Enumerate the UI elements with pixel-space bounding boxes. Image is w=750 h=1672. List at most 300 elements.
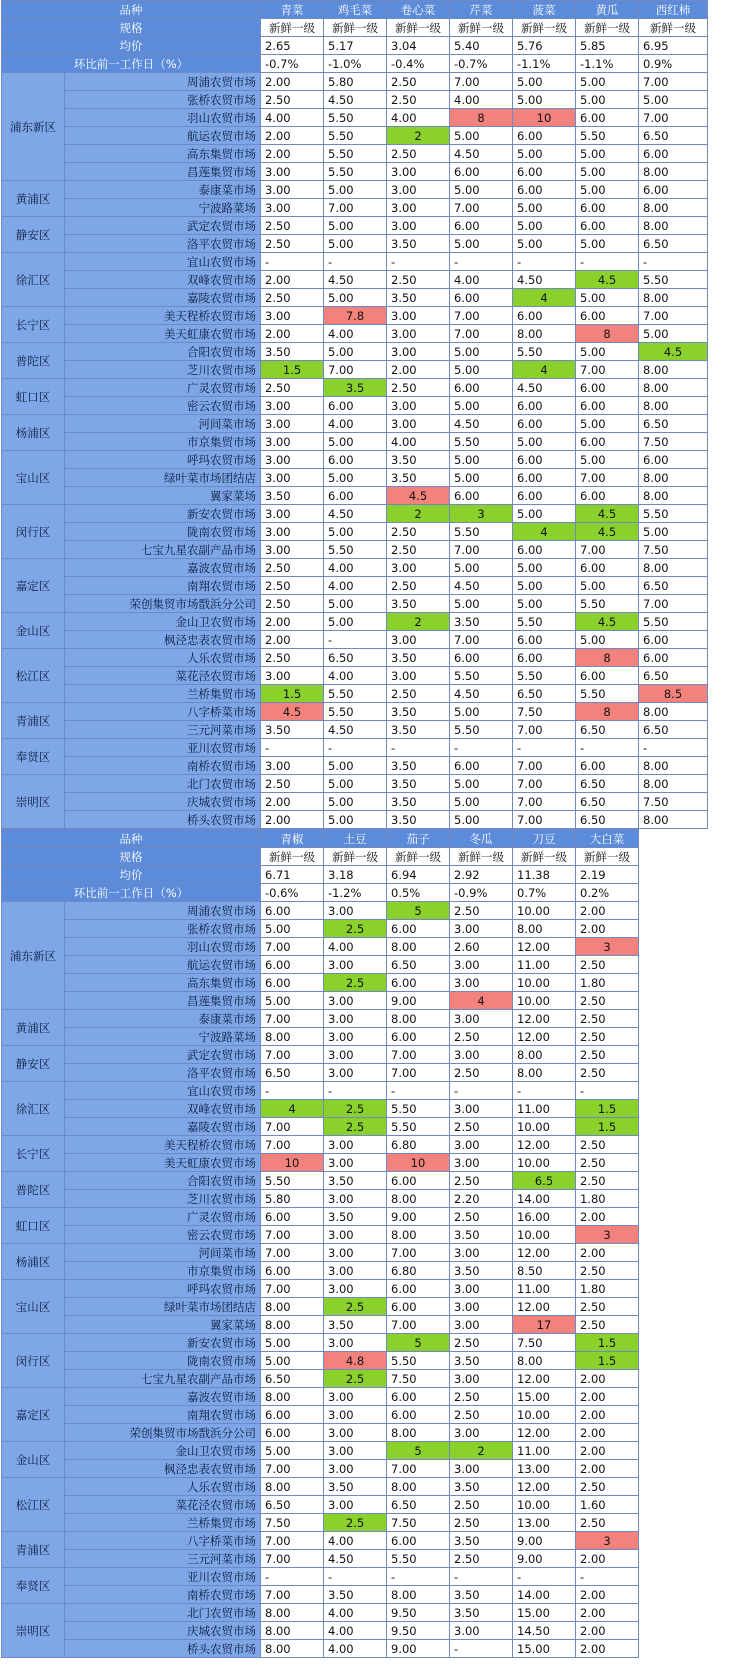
table-row — [2, 73, 708, 91]
empty-cell — [639, 920, 708, 938]
price-cell: 3.00 — [450, 1424, 513, 1442]
table-row — [2, 1586, 708, 1604]
table-row — [2, 1622, 708, 1640]
column-spec: 新鲜一级 — [261, 19, 324, 37]
price-cell: 4.00 — [324, 938, 387, 956]
price-cell: 6.50 — [261, 1496, 324, 1514]
price-cell: 3.50 — [450, 1478, 513, 1496]
price-cell: 7.00 — [513, 721, 576, 739]
price-cell: 3.00 — [261, 469, 324, 487]
price-cell: 3.00 — [324, 1424, 387, 1442]
price-cell: - — [639, 739, 708, 757]
price-cell: 2.00 — [576, 1604, 639, 1622]
price-cell: 5.00 — [450, 793, 513, 811]
price-cell: 4.50 — [324, 91, 387, 109]
price-cell: 2.50 — [261, 235, 324, 253]
column-change: -0.7% — [261, 55, 324, 73]
price-cell-low: 2.5 — [324, 920, 387, 938]
price-cell: 7.00 — [639, 73, 708, 91]
price-cell: 5.00 — [324, 343, 387, 361]
price-cell-high: 4 — [450, 992, 513, 1010]
price-cell: 10.00 — [513, 1496, 576, 1514]
market-name: 美天虹康农贸市场 — [65, 1154, 261, 1172]
price-cell: 11.00 — [513, 1442, 576, 1460]
market-name: 泰康菜市场 — [65, 181, 261, 199]
price-cell: 6.00 — [576, 397, 639, 415]
price-cell: 6.50 — [576, 793, 639, 811]
empty-cell — [639, 1262, 708, 1280]
price-cell: 3.00 — [324, 902, 387, 920]
price-cell: 2.50 — [576, 1262, 639, 1280]
district-label: 青浦区 — [2, 1532, 65, 1568]
column-name: 青椒 — [261, 830, 324, 848]
empty-cell — [639, 902, 708, 920]
change-row-row — [2, 55, 708, 73]
price-cell: 2.00 — [261, 811, 324, 829]
district-label: 嘉定区 — [2, 1388, 65, 1442]
price-cell: 3.50 — [261, 721, 324, 739]
price-cell: 8.00 — [639, 379, 708, 397]
price-cell: 4.50 — [324, 505, 387, 523]
price-cell: 5.00 — [324, 217, 387, 235]
price-cell: 1.80 — [576, 1190, 639, 1208]
market-name: 航运农贸市场 — [65, 127, 261, 145]
price-cell: 5.00 — [513, 433, 576, 451]
price-cell: 8.00 — [387, 938, 450, 956]
price-cell: 6.00 — [387, 1028, 450, 1046]
column-name: 芹菜 — [450, 1, 513, 19]
district-label: 徐汇区 — [2, 1082, 65, 1136]
table-row — [2, 1028, 708, 1046]
price-cell: 6.00 — [513, 415, 576, 433]
price-cell: 2.50 — [576, 1154, 639, 1172]
empty-cell — [639, 866, 708, 884]
price-cell: 2.00 — [576, 1388, 639, 1406]
price-cell: 5.50 — [639, 271, 708, 289]
price-cell: 5.50 — [324, 109, 387, 127]
price-cell: 9.50 — [387, 1604, 450, 1622]
price-cell: 2.50 — [450, 1406, 513, 1424]
price-cell: 5.00 — [513, 559, 576, 577]
market-name: 高东集贸市场 — [65, 974, 261, 992]
price-cell: 5.50 — [639, 613, 708, 631]
price-cell-high: 10 — [387, 1154, 450, 1172]
market-name: 亚川农贸市场 — [65, 1568, 261, 1586]
price-cell: 5.00 — [513, 577, 576, 595]
market-name: 菜花泾农贸市场 — [65, 1496, 261, 1514]
price-cell: 3.00 — [261, 163, 324, 181]
price-cell: 4.50 — [324, 721, 387, 739]
price-cell-low: 2.5 — [324, 1100, 387, 1118]
price-cell: 5.00 — [576, 631, 639, 649]
price-cell: - — [387, 739, 450, 757]
price-cell: 6.50 — [576, 721, 639, 739]
market-name: 芝川农贸市场 — [65, 361, 261, 379]
price-cell: 3.50 — [387, 811, 450, 829]
district-label: 浦东新区 — [2, 73, 65, 181]
empty-cell — [639, 1424, 708, 1442]
price-cell: 5.00 — [324, 181, 387, 199]
table-row — [2, 361, 708, 379]
price-cell: 6.00 — [324, 397, 387, 415]
empty-cell — [639, 848, 708, 866]
price-cell: 6.00 — [576, 109, 639, 127]
column-avg: 5.76 — [513, 37, 576, 55]
price-cell: - — [450, 739, 513, 757]
empty-cell — [639, 1244, 708, 1262]
price-cell: - — [576, 739, 639, 757]
market-name: 广灵农贸市场 — [65, 379, 261, 397]
price-cell: 2.50 — [261, 577, 324, 595]
district-label: 奉贤区 — [2, 739, 65, 775]
price-cell: - — [324, 253, 387, 271]
price-cell-low: 1.5 — [261, 685, 324, 703]
price-cell: 14.50 — [513, 1622, 576, 1640]
market-name: 周浦农贸市场 — [65, 73, 261, 91]
market-name: 昌莲集贸市场 — [65, 163, 261, 181]
column-avg: 6.95 — [639, 37, 708, 55]
market-name: 兰桥集贸市场 — [65, 685, 261, 703]
price-cell: 7.00 — [513, 793, 576, 811]
table-row — [2, 469, 708, 487]
price-cell: - — [324, 631, 387, 649]
market-name: 南翔农贸市场 — [65, 1406, 261, 1424]
price-cell: 5.00 — [576, 577, 639, 595]
price-cell: 9.00 — [513, 1532, 576, 1550]
price-cell: 4.00 — [450, 271, 513, 289]
price-cell: 6.00 — [261, 1208, 324, 1226]
price-cell: 6.00 — [513, 163, 576, 181]
price-cell: 6.00 — [513, 631, 576, 649]
price-cell-low: 1.5 — [576, 1118, 639, 1136]
column-avg: 3.18 — [324, 866, 387, 884]
price-cell: 2.00 — [261, 613, 324, 631]
empty-cell — [639, 1406, 708, 1424]
price-cell: 5.50 — [576, 685, 639, 703]
district-label: 静安区 — [2, 217, 65, 253]
empty-cell — [639, 1298, 708, 1316]
price-cell: 7.00 — [261, 1532, 324, 1550]
market-name: 亚川农贸市场 — [65, 739, 261, 757]
table-row — [2, 1082, 708, 1100]
table-row — [2, 307, 708, 325]
price-cell: 5.00 — [576, 451, 639, 469]
price-cell: 5.50 — [513, 613, 576, 631]
district-label: 崇明区 — [2, 1604, 65, 1658]
market-name: 美天虹康农贸市场 — [65, 325, 261, 343]
market-name: 嘉波农贸市场 — [65, 559, 261, 577]
market-name: 翼家菜场 — [65, 487, 261, 505]
price-cell: 3.00 — [387, 415, 450, 433]
market-name: 庆城农贸市场 — [65, 793, 261, 811]
price-cell: 2.00 — [576, 1424, 639, 1442]
price-cell: 6.50 — [639, 577, 708, 595]
change-row-label: 环比前一工作日（%） — [2, 55, 261, 73]
price-cell: 2.00 — [576, 1208, 639, 1226]
district-label: 杨浦区 — [2, 415, 65, 451]
price-cell: 3.50 — [387, 235, 450, 253]
column-change: 0.9% — [639, 55, 708, 73]
price-cell: 3.00 — [450, 1370, 513, 1388]
empty-cell — [639, 1172, 708, 1190]
price-cell-low: 2.5 — [324, 1118, 387, 1136]
price-cell: 5.50 — [387, 1118, 450, 1136]
price-cell: 7.00 — [324, 199, 387, 217]
price-cell: - — [450, 1082, 513, 1100]
price-cell: 2.50 — [576, 1172, 639, 1190]
price-cell: 6.00 — [450, 487, 513, 505]
price-cell: 5.00 — [261, 1334, 324, 1352]
price-cell: 8.00 — [387, 1586, 450, 1604]
price-cell: 3.50 — [450, 1262, 513, 1280]
price-cell: 2.50 — [576, 1028, 639, 1046]
price-cell: 13.00 — [513, 1460, 576, 1478]
price-cell: 2.50 — [387, 541, 450, 559]
column-change: -0.7% — [450, 55, 513, 73]
price-cell: 2.60 — [450, 938, 513, 956]
table-row — [2, 1136, 708, 1154]
price-cell: 3.00 — [261, 667, 324, 685]
price-cell: 5.00 — [450, 595, 513, 613]
price-cell: 5.00 — [450, 181, 513, 199]
price-cell-low: 3 — [450, 505, 513, 523]
price-cell: 5.80 — [261, 1190, 324, 1208]
district-label: 长宁区 — [2, 1136, 65, 1172]
price-cell: - — [261, 1568, 324, 1586]
market-name: 武定农贸市场 — [65, 217, 261, 235]
price-cell: 4.00 — [387, 433, 450, 451]
table-row — [2, 1100, 708, 1118]
market-name: 人乐农贸市场 — [65, 1478, 261, 1496]
market-name: 三元河菜市场 — [65, 721, 261, 739]
price-cell-high: 8 — [576, 703, 639, 721]
price-cell: 2.00 — [261, 127, 324, 145]
price-cell: 7.00 — [261, 1244, 324, 1262]
table-row — [2, 1442, 708, 1460]
price-cell: 4.50 — [513, 379, 576, 397]
column-change: 0.5% — [387, 884, 450, 902]
table-row — [2, 667, 708, 685]
price-cell: 5.50 — [261, 1172, 324, 1190]
price-cell: - — [324, 1568, 387, 1586]
change-row-label: 环比前一工作日（%） — [2, 884, 261, 902]
market-name: 张桥农贸市场 — [65, 920, 261, 938]
price-cell: 3.50 — [261, 487, 324, 505]
price-cell: 3.00 — [261, 505, 324, 523]
price-cell: 11.00 — [513, 956, 576, 974]
price-cell-low: 4 — [261, 1100, 324, 1118]
price-cell: 4.00 — [324, 577, 387, 595]
price-cell: 5.50 — [513, 667, 576, 685]
price-cell: 2.00 — [576, 1460, 639, 1478]
price-cell: 10.00 — [513, 974, 576, 992]
table-row — [2, 1514, 708, 1532]
empty-cell — [639, 1442, 708, 1460]
empty-cell — [639, 1496, 708, 1514]
price-cell-low: 2 — [450, 1442, 513, 1460]
price-cell: 5.00 — [513, 505, 576, 523]
price-cell: 3.00 — [324, 1280, 387, 1298]
empty-cell — [639, 1370, 708, 1388]
price-cell: 5.00 — [450, 235, 513, 253]
table-row — [2, 1208, 708, 1226]
price-cell: 8.00 — [639, 703, 708, 721]
price-cell: 5.50 — [324, 127, 387, 145]
average-row-label: 均价 — [2, 37, 261, 55]
empty-cell — [639, 1154, 708, 1172]
price-cell: 2.00 — [261, 631, 324, 649]
price-cell: 14.00 — [513, 1586, 576, 1604]
table-row — [2, 992, 708, 1010]
price-cell: 2.50 — [450, 1028, 513, 1046]
table-row — [2, 109, 708, 127]
table-row — [2, 974, 708, 992]
price-cell: 6.00 — [387, 1406, 450, 1424]
empty-cell — [639, 1046, 708, 1064]
price-cell: 2.50 — [261, 217, 324, 235]
table-row — [2, 325, 708, 343]
price-cell: 3.00 — [450, 1100, 513, 1118]
district-label: 金山区 — [2, 1442, 65, 1478]
column-spec: 新鲜一级 — [324, 19, 387, 37]
price-cell-low: 1.5 — [576, 1352, 639, 1370]
price-cell: 12.00 — [513, 1478, 576, 1496]
price-cell: 7.00 — [261, 1226, 324, 1244]
empty-cell — [639, 1334, 708, 1352]
price-cell-low: 1.5 — [261, 361, 324, 379]
price-cell: 8.00 — [261, 1604, 324, 1622]
price-cell: 2.00 — [576, 1586, 639, 1604]
price-cell: 15.00 — [513, 1388, 576, 1406]
price-cell-high: 4.5 — [261, 703, 324, 721]
price-cell: 12.00 — [513, 1028, 576, 1046]
table-row — [2, 145, 708, 163]
price-cell: 2.50 — [387, 271, 450, 289]
market-name: 新安农贸市场 — [65, 1334, 261, 1352]
table-row — [2, 1406, 708, 1424]
price-cell: 7.00 — [450, 73, 513, 91]
price-cell: 5.00 — [639, 325, 708, 343]
price-cell: 7.00 — [450, 541, 513, 559]
table-row — [2, 163, 708, 181]
price-cell: 2.00 — [261, 145, 324, 163]
price-cell: 2.50 — [387, 91, 450, 109]
price-cell: 2.50 — [450, 1496, 513, 1514]
price-cell: 2.50 — [576, 1514, 639, 1532]
price-cell: 2.50 — [261, 559, 324, 577]
price-cell: 6.00 — [450, 217, 513, 235]
market-name: 密云农贸市场 — [65, 1226, 261, 1244]
variety-row — [2, 1, 708, 19]
price-cell: 8.00 — [387, 1226, 450, 1244]
market-name: 兰桥集贸市场 — [65, 1514, 261, 1532]
price-cell: 2.50 — [576, 956, 639, 974]
price-cell: 12.00 — [513, 1010, 576, 1028]
price-cell: 3.50 — [387, 451, 450, 469]
price-cell: 3.00 — [261, 307, 324, 325]
price-cell: 6.00 — [261, 956, 324, 974]
price-cell: 6.00 — [639, 145, 708, 163]
district-label: 闵行区 — [2, 1334, 65, 1388]
price-cell: 2.50 — [261, 379, 324, 397]
market-name: 北门农贸市场 — [65, 775, 261, 793]
empty-cell — [639, 1568, 708, 1586]
price-cell: 10.00 — [513, 1118, 576, 1136]
price-cell: 3.50 — [450, 1604, 513, 1622]
price-cell: 5.00 — [450, 559, 513, 577]
price-cell: 12.00 — [513, 1424, 576, 1442]
market-name: 南翔农贸市场 — [65, 577, 261, 595]
price-cell: 3.00 — [450, 1244, 513, 1262]
table-row — [2, 703, 708, 721]
spec-row — [2, 19, 708, 37]
market-name: 荣创集贸市场戬浜分公司 — [65, 1424, 261, 1442]
price-cell: 2.50 — [450, 1388, 513, 1406]
price-cell: 7.50 — [387, 1514, 450, 1532]
column-name: 西红柿 — [639, 1, 708, 19]
price-cell-high: 7.8 — [324, 307, 387, 325]
price-cell: 3.00 — [450, 1136, 513, 1154]
price-cell: 3.00 — [387, 325, 450, 343]
empty-cell — [639, 1190, 708, 1208]
price-cell: 3.00 — [324, 1046, 387, 1064]
price-cell: - — [387, 1082, 450, 1100]
price-cell: 3.00 — [324, 1028, 387, 1046]
market-name: 宜山农贸市场 — [65, 253, 261, 271]
table-row — [2, 1172, 708, 1190]
price-cell: 7.00 — [450, 631, 513, 649]
price-cell: 8.00 — [639, 397, 708, 415]
price-cell: 3.50 — [387, 289, 450, 307]
market-name: 河间菜市场 — [65, 1244, 261, 1262]
price-cell: 7.50 — [639, 433, 708, 451]
price-cell: 6.50 — [639, 667, 708, 685]
price-cell: 10.00 — [513, 1226, 576, 1244]
table-row — [2, 595, 708, 613]
column-change: 0.7% — [513, 884, 576, 902]
price-cell: 3.50 — [387, 775, 450, 793]
price-cell: - — [576, 1568, 639, 1586]
price-cell: 8.00 — [387, 1010, 450, 1028]
price-cell: 2.50 — [450, 1118, 513, 1136]
price-cell: 8.00 — [639, 361, 708, 379]
price-cell: 2.00 — [576, 1550, 639, 1568]
market-name: 泰康菜市场 — [65, 1010, 261, 1028]
price-cell: 6.50 — [576, 775, 639, 793]
district-label: 虹口区 — [2, 1208, 65, 1244]
price-cell: 10.00 — [513, 1154, 576, 1172]
price-cell: 6.80 — [387, 1262, 450, 1280]
price-cell: 6.50 — [639, 127, 708, 145]
price-cell: 8.00 — [513, 1064, 576, 1082]
price-cell: 8.00 — [513, 920, 576, 938]
price-cell: 6.00 — [576, 433, 639, 451]
column-name: 土豆 — [324, 830, 387, 848]
column-spec: 新鲜一级 — [513, 19, 576, 37]
price-cell: 7.00 — [450, 307, 513, 325]
market-name: 张桥农贸市场 — [65, 91, 261, 109]
table-row — [2, 397, 708, 415]
price-cell: 3.50 — [450, 1226, 513, 1244]
price-cell: 5.50 — [387, 1100, 450, 1118]
price-cell: 5.00 — [324, 235, 387, 253]
table-row — [2, 253, 708, 271]
table-row — [2, 1496, 708, 1514]
price-cell: 2.50 — [261, 775, 324, 793]
price-cell: 5.00 — [576, 343, 639, 361]
column-name: 冬瓜 — [450, 830, 513, 848]
price-cell: 3.00 — [450, 1622, 513, 1640]
